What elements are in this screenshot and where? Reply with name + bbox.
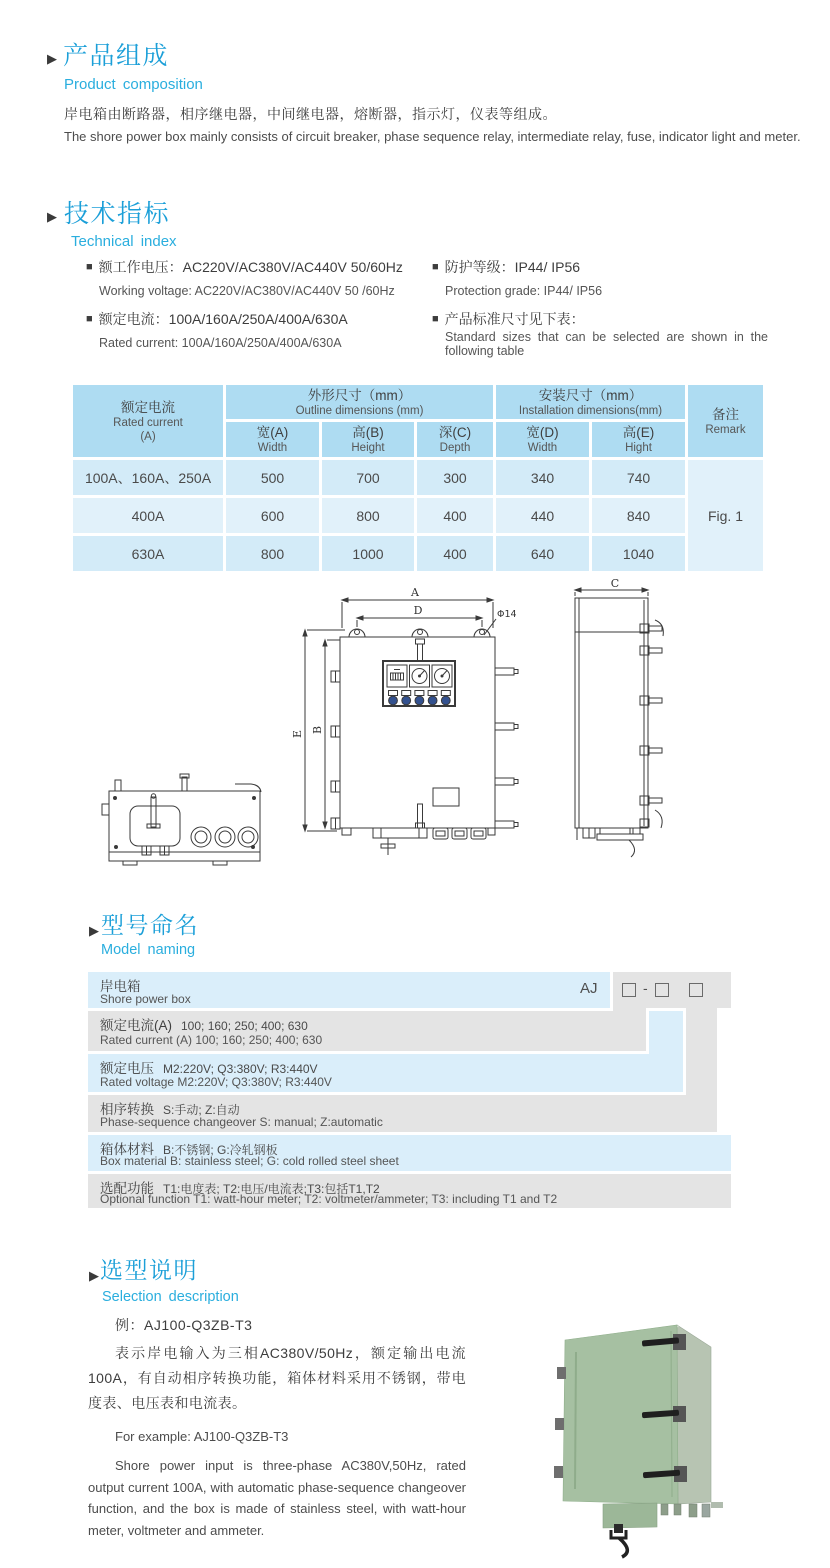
- spec-text: 产品标准尺寸见下表：: [444, 311, 585, 327]
- square-bullet-icon: ■: [86, 261, 93, 273]
- header-en: Remark: [705, 423, 746, 436]
- model-code-prefix: AJ: [580, 980, 598, 997]
- naming-row: [88, 1095, 717, 1132]
- selection-body-en: Shore power input is three-phase AC380V,50Hz, rated output current 100A, with automatic phase-sequence changeover function, and the box is made of stainless steel, with watt-hour meter, voltmeter and ammeter.: [88, 1458, 466, 1538]
- bottom-clamp: [614, 1524, 623, 1533]
- front-right-hinges: [495, 668, 518, 828]
- spec-protection-grade-en: Protection grade: IP44/ IP56: [445, 284, 603, 298]
- section-subtitle-technical: Technical index: [71, 233, 177, 250]
- spec-text: 额定电流：100A/160A/250A/400A/630A: [98, 311, 348, 327]
- naming-label-cn: 额定电压: [100, 1061, 154, 1076]
- technical-drawing: [85, 578, 765, 893]
- naming-values-cn: 100; 160; 250; 400; 630: [181, 1019, 308, 1033]
- section-arrow-icon: ▶: [47, 209, 57, 224]
- subheader-height-b: 高(B) Height: [321, 421, 416, 459]
- square-bullet-icon: ■: [432, 313, 439, 325]
- cell-value: 800: [225, 535, 321, 573]
- section-arrow-icon: ▶: [89, 1268, 99, 1283]
- section-arrow-icon: ▶: [89, 923, 99, 938]
- cell-current: 400A: [72, 497, 225, 535]
- spec-text: 防护等级：IP44/ IP56: [444, 259, 581, 275]
- model-code-box: [689, 983, 703, 997]
- section-title-selection: 选型说明: [100, 1257, 198, 1283]
- naming-values-cn: S:手动; Z:自动: [163, 1103, 240, 1117]
- drawing-front-view: [291, 586, 518, 855]
- cell-value: 600: [225, 497, 321, 535]
- model-code-dash: -: [643, 980, 648, 996]
- naming-label-cn: 额定电流(A): [100, 1018, 172, 1033]
- spec-standard-sizes-cn: [432, 309, 585, 329]
- spec-text: 额工作电压：AC220V/AC380V/AC440V 50/60Hz: [98, 259, 403, 275]
- cell-value: 1000: [321, 535, 416, 573]
- selection-example-cn: 例：AJ100-Q3ZB-T3: [115, 1317, 253, 1333]
- selection-example-en: For example: AJ100-Q3ZB-T3: [115, 1429, 289, 1444]
- front-bottom-fittings: [342, 828, 495, 855]
- naming-values-cn: T1:电度表; T2:电压/电流表;T3:包括T1,T2: [163, 1182, 380, 1196]
- subheader-height-e: 高(E) Hight: [591, 421, 687, 459]
- model-code-box: [655, 983, 669, 997]
- naming-label-en: Phase-sequence changeover S: manual; Z:automatic: [100, 1115, 383, 1129]
- naming-row: [88, 1174, 731, 1208]
- bottom-base: [603, 1503, 657, 1528]
- side-bottom-fittings: [583, 828, 643, 857]
- table-row: [72, 497, 765, 535]
- composition-body-en: The shore power box mainly consists of circuit breaker, phase sequence relay, intermediate relay, fuse, indicator light and meter.: [64, 129, 801, 144]
- naming-label-en: Rated current (A) 100; 160; 250; 400; 630: [100, 1033, 323, 1047]
- cable-gland: [661, 1504, 668, 1515]
- naming-label-cn: 选配功能: [100, 1181, 154, 1196]
- dim-label-b: B: [311, 725, 324, 735]
- naming-label-en: Optional function T1: watt-hour meter; T2: voltmeter/ammeter; T3: including T1 and T2: [100, 1192, 558, 1206]
- square-bullet-icon: ■: [86, 313, 93, 325]
- spec-rated-current-cn: [86, 309, 348, 329]
- composition-body-cn: 岸电箱由断路器，相序继电器，中间继电器，熔断器，指示灯，仪表等组成。: [64, 106, 557, 122]
- naming-label-cn: 箱体材料: [100, 1142, 154, 1157]
- cell-value: 640: [495, 535, 591, 573]
- cell-current: 630A: [72, 535, 225, 573]
- header-en: Rated current: [113, 416, 183, 429]
- section-arrow-icon: ▶: [47, 51, 57, 66]
- header-remark: [687, 384, 765, 459]
- cell-value: 840: [591, 497, 687, 535]
- door-seam: [575, 1352, 576, 1489]
- bottom-hook: [619, 1538, 627, 1557]
- cell-value: 800: [321, 497, 416, 535]
- section-title-technical: 技术指标: [64, 200, 171, 228]
- section-subtitle-model-naming: Model naming: [101, 942, 196, 958]
- cell-value: 1040: [591, 535, 687, 573]
- header-installation-dimensions: [495, 384, 687, 421]
- naming-values-cn: B:不锈钢; G:冷轧钢板: [163, 1143, 278, 1157]
- cell-value: 300: [416, 459, 495, 497]
- product-photo-shore-power-box: [545, 1290, 795, 1562]
- naming-row: [88, 1135, 731, 1171]
- cell-value: 740: [591, 459, 687, 497]
- hinge: [554, 1466, 563, 1478]
- dimensions-table: [70, 382, 766, 574]
- header-cn: 外形尺寸（mm）: [307, 387, 412, 403]
- cable-gland: [689, 1504, 697, 1517]
- cell-value: 440: [495, 497, 591, 535]
- hinge: [557, 1367, 566, 1379]
- naming-label-en: Box material B: stainless steel; G: cold rolled steel sheet: [100, 1154, 399, 1168]
- drawing-side-view: [575, 578, 663, 857]
- header-en: Outline dimensions (mm): [295, 404, 424, 417]
- cable-gland: [702, 1504, 710, 1517]
- spec-working-voltage-cn: [86, 257, 403, 277]
- header-cn: 额定电流: [121, 399, 175, 415]
- cell-value: 500: [225, 459, 321, 497]
- subheader-width-d: 宽(D) Width: [495, 421, 591, 459]
- table-row: [72, 535, 765, 573]
- naming-row: [88, 1011, 646, 1051]
- model-naming-table: [88, 972, 731, 1208]
- dim-label-e: E: [291, 729, 304, 739]
- naming-label-cn: 相序转换: [100, 1102, 154, 1117]
- naming-label-en: Rated voltage M2:220V; Q3:380V; R3:440V: [100, 1075, 332, 1089]
- naming-row: [88, 972, 610, 1008]
- header-en: Installation dimensions(mm): [518, 404, 663, 417]
- section-subtitle-selection: Selection description: [102, 1289, 239, 1305]
- square-bullet-icon: ■: [432, 261, 439, 273]
- drawing-bottom-view: [102, 774, 261, 865]
- section-title-model-naming: 型号命名: [101, 912, 199, 938]
- spec-rated-current-en: Rated current: 100A/160A/250A/400A/630A: [99, 336, 342, 350]
- cable-gland: [674, 1504, 681, 1515]
- meter-panel: [383, 661, 455, 706]
- dim-label-d: D: [413, 604, 423, 617]
- header-rated-current: [72, 384, 225, 459]
- naming-values-cn: M2:220V; Q3:380V; R3:440V: [163, 1062, 318, 1076]
- cell-remark: Fig. 1: [687, 459, 765, 573]
- cell-value: 340: [495, 459, 591, 497]
- nameplate: [433, 788, 459, 806]
- spec-working-voltage-en: Working voltage: AC220V/AC380V/AC440V 50 /60Hz: [99, 284, 395, 298]
- header-cn: 备注: [712, 406, 739, 422]
- cell-current: 100A、160A、250A: [72, 459, 225, 497]
- naming-label-en: Shore power box: [100, 992, 191, 1006]
- header-cn: 安装尺寸（mm）: [538, 387, 643, 403]
- header-unit: (A): [140, 430, 156, 443]
- spec-protection-grade-cn: [432, 257, 580, 277]
- spec-standard-sizes-en: Standard sizes that can be selected are shown in the following table: [445, 330, 768, 358]
- selection-body-cn: 表示岸电输入为三相AC380V/50Hz，额定输出电流100A，有自动相序转换功能，箱体材料采用不锈钢，带电度表、电压表和电流表。: [88, 1345, 466, 1411]
- naming-row: [88, 1054, 683, 1092]
- table-row: [72, 459, 765, 497]
- front-left-latches: [331, 671, 340, 829]
- section-title-composition: 产品组成: [63, 42, 170, 70]
- cell-value: 400: [416, 497, 495, 535]
- bottom-foot: [711, 1502, 723, 1508]
- subheader-width-a: 宽(A) Width: [225, 421, 321, 459]
- cell-value: 400: [416, 535, 495, 573]
- naming-label-cn: 岸电箱: [100, 979, 141, 994]
- cell-value: 700: [321, 459, 416, 497]
- section-subtitle-composition: Product composition: [64, 76, 203, 93]
- dim-label-phi14: Φ14: [497, 609, 517, 620]
- hinge: [555, 1418, 564, 1430]
- subheader-depth-c: 深(C) Depth: [416, 421, 495, 459]
- dim-label-a: A: [411, 586, 419, 599]
- header-outline-dimensions: [225, 384, 495, 421]
- model-code-box: [622, 983, 636, 997]
- dim-label-c: C: [610, 578, 620, 590]
